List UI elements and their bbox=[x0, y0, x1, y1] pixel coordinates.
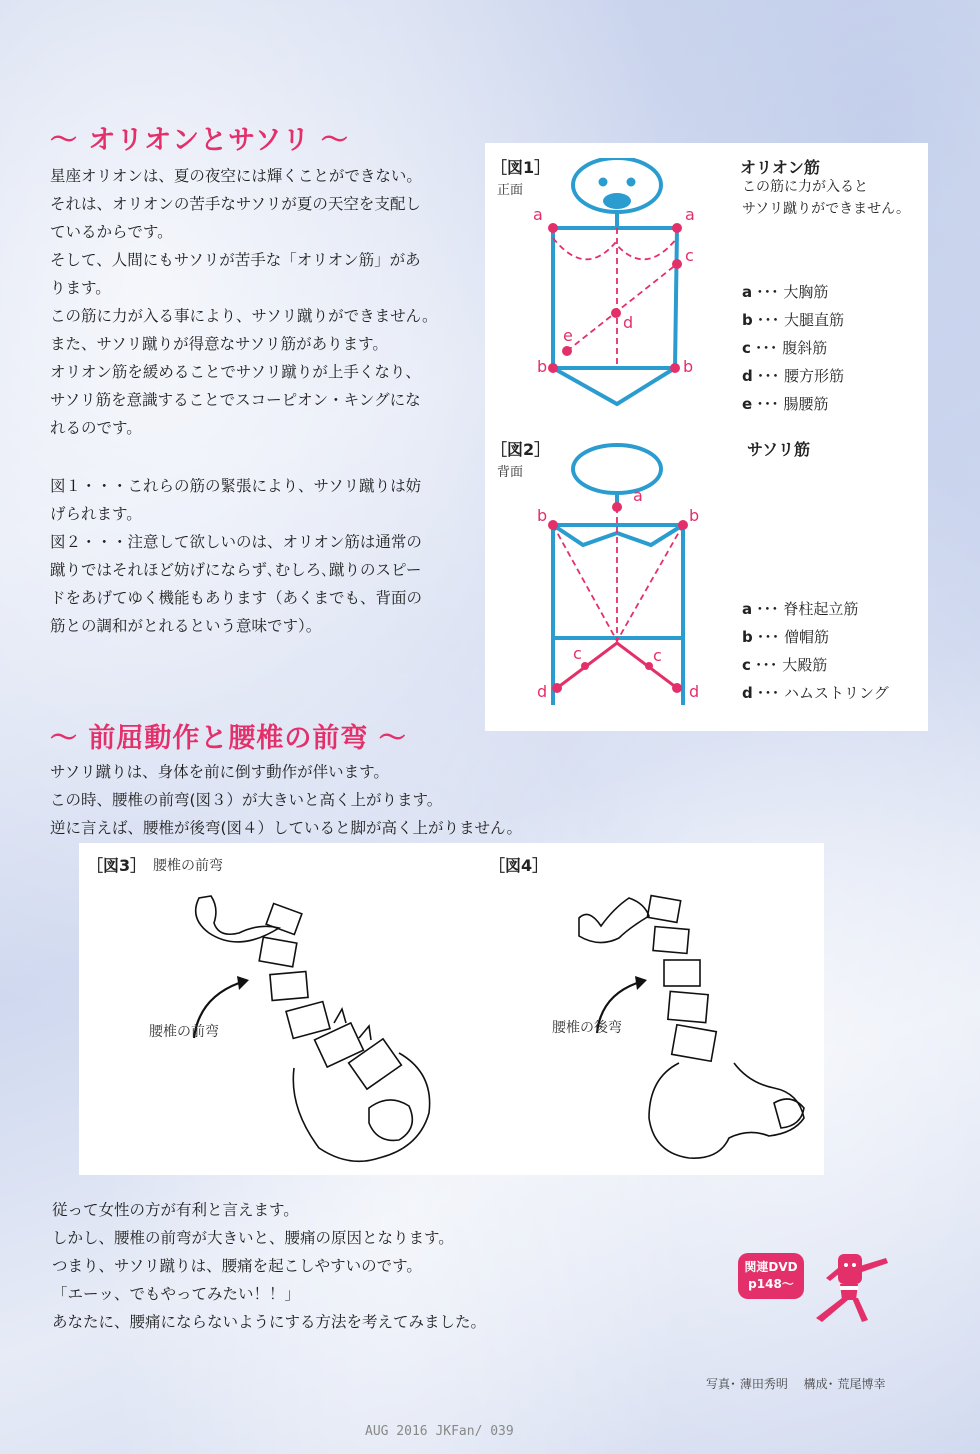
body-line: ります。 bbox=[50, 279, 111, 297]
label-c-left: c bbox=[573, 644, 582, 663]
fig1-view-label: 正面 bbox=[497, 183, 524, 198]
fig3-arrow-label: 腰椎の前弯 bbox=[149, 1024, 219, 1040]
face-icon bbox=[600, 179, 634, 185]
note-line: この筋に力が入ると bbox=[742, 179, 868, 195]
point-d-right bbox=[672, 683, 682, 693]
label-a-left: a bbox=[533, 205, 543, 224]
photo-credit: 写真･ 薄田秀明 構成･ 荒尾博幸 bbox=[706, 1377, 886, 1391]
arrow-head-icon bbox=[237, 976, 249, 990]
related-dvd-badge[interactable] bbox=[738, 1253, 804, 1299]
fig2-label: ［図2］ bbox=[491, 440, 551, 459]
label-b-left: b bbox=[537, 357, 548, 376]
body-line: 「エーッ、でもやってみたい！！」 bbox=[52, 1285, 301, 1303]
note-line: 筋との調和がとれるという意味です）。 bbox=[50, 617, 322, 635]
point-a bbox=[612, 502, 622, 512]
section2-heading: ～ 前屈動作と腰椎の前弯 ～ bbox=[50, 723, 407, 754]
body-line: あなたに、腰痛にならないようにする方法を考えてみました。 bbox=[52, 1313, 487, 1331]
fig2-back-body-diagram bbox=[525, 443, 755, 723]
fig3-title: 腰椎の前弯 bbox=[153, 858, 223, 874]
body-line: 星座オリオンは、夏の夜空には輝くことができない。 bbox=[50, 167, 422, 185]
fig3-label: ［図3］ bbox=[87, 856, 147, 875]
body-line: この時、腰椎の前弯(図３）が大きいと高く上がります。 bbox=[50, 791, 443, 809]
point-c bbox=[672, 259, 682, 269]
fig4-arrow-label: 腰椎の後弯 bbox=[552, 1020, 622, 1036]
point-e bbox=[562, 346, 572, 356]
section2-body bbox=[50, 758, 522, 842]
label-d-left: d bbox=[537, 682, 548, 701]
muscle-figure-panel bbox=[485, 143, 928, 731]
fig1-legend-c: c ･･･ 腹斜筋 bbox=[742, 339, 828, 357]
point-b-left bbox=[548, 520, 558, 530]
note-line: ドをあげてゆく機能もあります（あくまでも、背面の bbox=[50, 589, 423, 607]
point-b-right bbox=[678, 520, 688, 530]
fig1-label: ［図1］ bbox=[491, 158, 551, 177]
fig1-front-body-diagram bbox=[525, 158, 755, 428]
body-line: それは、オリオンの苦手なサソリが夏の天空を支配し bbox=[50, 195, 421, 213]
note-line: げられます。 bbox=[50, 505, 142, 523]
label-a: a bbox=[633, 486, 643, 505]
fig2-legend-a: a ･･･ 脊柱起立筋 bbox=[742, 600, 859, 618]
body-line: サソリ蹴りは、身体を前に倒す動作が伴います。 bbox=[50, 763, 389, 781]
point-d bbox=[611, 308, 621, 318]
body-line: この筋に力が入る事により、サソリ蹴りができません。 bbox=[50, 307, 438, 325]
fig1-legend-a: a ･･･ 大胸筋 bbox=[742, 283, 829, 301]
fig4-label: ［図4］ bbox=[489, 856, 549, 875]
body-line: 従って女性の方が有利と言えます。 bbox=[52, 1201, 299, 1219]
fig1-legend-d: d ･･･ 腰方形筋 bbox=[742, 367, 845, 385]
label-b-left: b bbox=[537, 506, 548, 525]
body-line: つまり、サソリ蹴りは、腰痛を起こしやすいのです。 bbox=[52, 1257, 422, 1275]
note-line: サソリ蹴りができません。 bbox=[742, 201, 910, 217]
fig1-legend-b: b ･･･ 大腿直筋 bbox=[742, 311, 845, 329]
kicking-mascot-icon bbox=[808, 1248, 898, 1328]
fig2-view-label: 背面 bbox=[497, 465, 524, 480]
note-line: 蹴りではそれほど妨げにならず､むしろ､蹴りのスピー bbox=[50, 561, 422, 579]
label-c-right: c bbox=[653, 646, 662, 665]
orion-muscle-title: オリオン筋 bbox=[740, 158, 820, 177]
dvd-badge-line2: p148～ bbox=[748, 1277, 794, 1291]
body-line: ているからです。 bbox=[50, 223, 173, 241]
label-b-right: b bbox=[683, 357, 694, 376]
point-d-left bbox=[552, 683, 562, 693]
spine-figure-panel bbox=[79, 843, 824, 1175]
section1-heading: ～ オリオンとサソリ ～ bbox=[50, 125, 349, 156]
page-folio: AUG 2016 JKFan/ 039 bbox=[365, 1424, 514, 1439]
label-b-right: b bbox=[689, 506, 700, 525]
mouth-icon bbox=[603, 193, 631, 209]
point-c-right bbox=[645, 662, 653, 670]
fig2-legend-d: d ･･･ ハムストリング bbox=[742, 684, 889, 702]
body-line: しかし、腰椎の前弯が大きいと、腰痛の原因となります。 bbox=[52, 1229, 454, 1247]
label-a-right: a bbox=[685, 205, 695, 224]
arrow-head-icon bbox=[635, 976, 647, 990]
section1-body bbox=[50, 162, 438, 442]
fig1-legend-e: e ･･･ 腸腰筋 bbox=[742, 395, 829, 413]
label-c: c bbox=[685, 246, 694, 265]
orion-muscle-note bbox=[742, 176, 910, 220]
point-b-right bbox=[670, 363, 680, 373]
figure-notes bbox=[50, 472, 422, 640]
fig2-legend-b: b ･･･ 僧帽筋 bbox=[742, 628, 830, 646]
body-line: サソリ筋を意識することでスコーピオン・キングにな bbox=[50, 391, 421, 409]
point-b-left bbox=[548, 363, 558, 373]
point-a-left bbox=[548, 223, 558, 233]
dvd-badge-line1: 関連DVD bbox=[744, 1260, 798, 1274]
point-c-left bbox=[581, 662, 589, 670]
label-e: e bbox=[563, 326, 573, 345]
scorpion-muscle-title: サソリ筋 bbox=[747, 440, 811, 459]
body-line: れるのです。 bbox=[50, 419, 142, 437]
fig2-legend-c: c ･･･ 大殿筋 bbox=[742, 656, 828, 674]
closing-body bbox=[52, 1196, 486, 1336]
label-d-right: d bbox=[689, 682, 700, 701]
body-line: また、サソリ蹴りが得意なサソリ筋があります。 bbox=[50, 335, 388, 353]
point-a-right bbox=[672, 223, 682, 233]
label-d: d bbox=[623, 313, 634, 332]
body-line: そして、人間にもサソリが苦手な「オリオン筋」があ bbox=[50, 251, 421, 269]
note-line: 図１・・・これらの筋の緊張により、サソリ蹴りは妨 bbox=[50, 477, 422, 495]
body-line: オリオン筋を緩めることでサソリ蹴りが上手くなり、 bbox=[50, 363, 421, 381]
note-line: 図２・・・注意して欲しいのは、オリオン筋は通常の bbox=[50, 533, 422, 551]
body-line: 逆に言えば、腰椎が後弯(図４）していると脚が高く上がりません。 bbox=[50, 819, 522, 837]
